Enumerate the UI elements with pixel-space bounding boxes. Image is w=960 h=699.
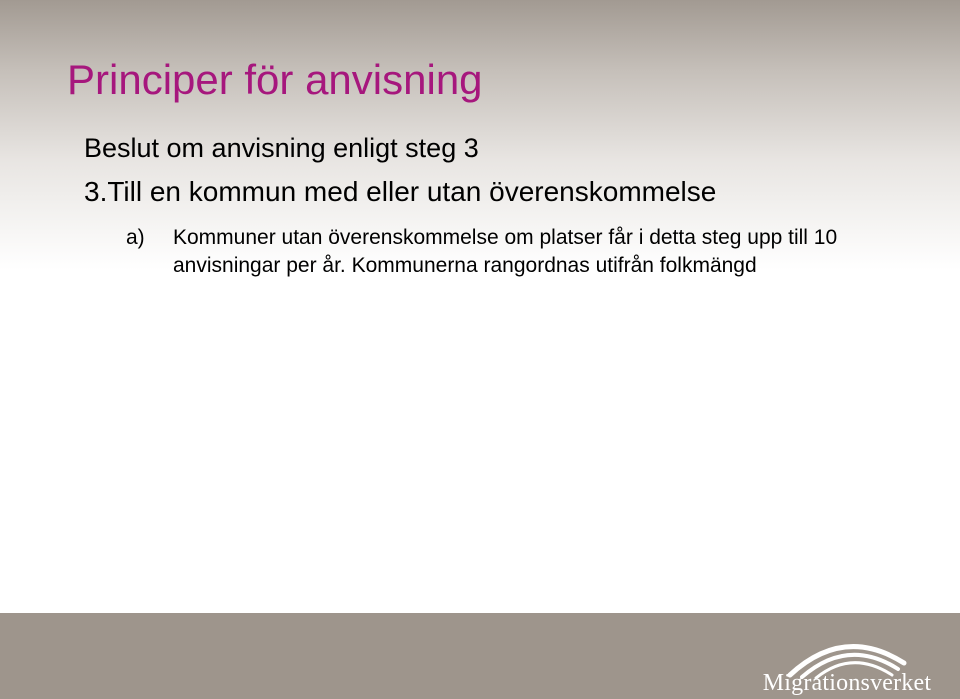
numbered-item: 3.Till en kommun med eller utan överenskommelse: [84, 176, 717, 207]
slide-title: Principer för anvisning: [67, 56, 483, 103]
lettered-item-text: Kommuner utan överenskommelse om platser får i detta steg upp till 10 anvisningar per år. Kommunerna rangordnas utifrån folkmängd: [173, 226, 838, 277]
slide-subtitle: Beslut om anvisning enligt steg 3: [84, 133, 479, 163]
footer-bar: [0, 613, 960, 699]
migrationsverket-logo: [752, 613, 942, 699]
lettered-item-marker: a): [126, 226, 145, 249]
logo-text: Migrationsverket: [762, 670, 932, 696]
